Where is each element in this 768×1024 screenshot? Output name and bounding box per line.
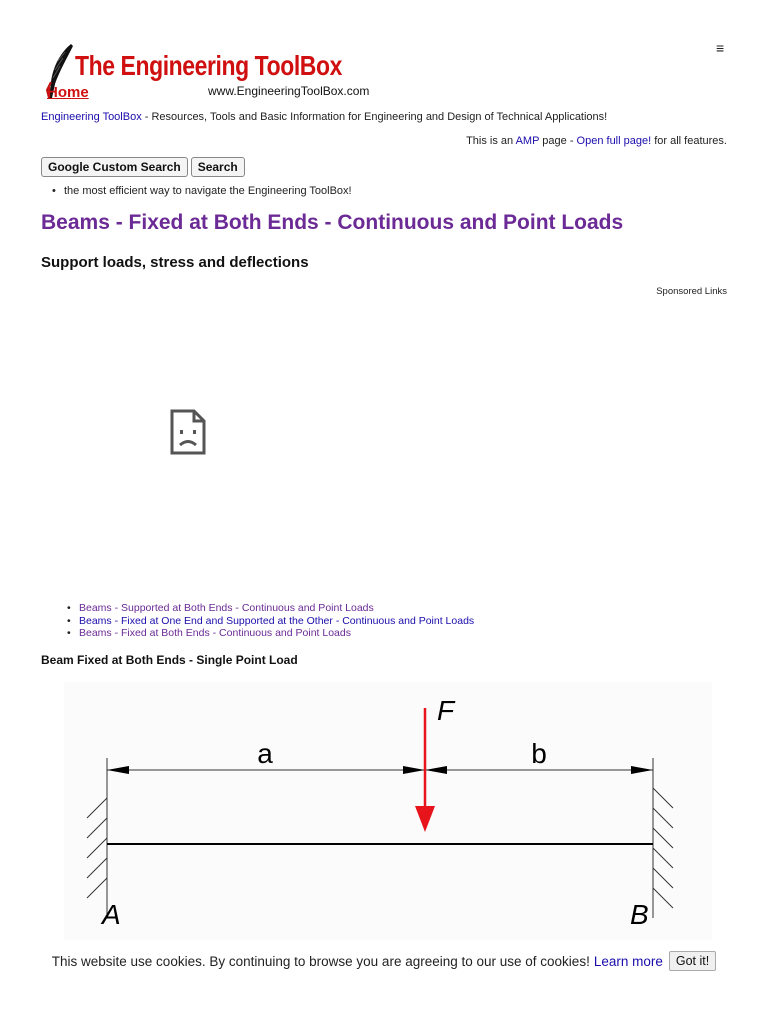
dimension-b-label: b [531,738,547,769]
force-label: F [437,695,455,726]
home-link[interactable]: Home [47,84,89,101]
menu-icon[interactable]: ≡ [716,40,725,56]
google-custom-search-button[interactable]: Google Custom Search [41,157,188,177]
dimension-a-label: a [257,738,273,769]
section-heading: Beam Fixed at Both Ends - Single Point Load [41,653,298,667]
page-title: Beams - Fixed at Both Ends - Continuous and Point Loads [41,211,624,234]
search-button[interactable]: Search [191,157,245,177]
tagline-text: - Resources, Tools and Basic Information for Engineering and Design of Technical Applications! [141,111,608,123]
right-fixed-support [653,788,673,918]
related-links [79,602,474,640]
amp-middle: page - [539,135,577,147]
cookie-banner [0,944,768,978]
related-link-supported-both-ends[interactable]: Beams - Supported at Both Ends - Continuous and Point Loads [79,602,374,614]
toolbox-link[interactable]: Engineering ToolBox [41,111,142,123]
amp-notice [466,135,727,147]
broken-image-icon [168,408,208,456]
logo-url: www.EngineeringToolBox.com [208,84,370,98]
got-it-button[interactable]: Got it! [669,951,716,971]
search-note: • the most efficient way to navigate the Engineering ToolBox! [64,185,352,197]
search-bar [41,157,245,177]
beam-diagram [64,682,712,940]
list-item [79,602,474,615]
page-subtitle: Support loads, stress and deflections [41,254,309,271]
support-a-label: A [102,899,121,930]
cookie-text: This website use cookies. By continuing to browse you are agreeing to our use of cookies! [51,953,590,969]
dimension-line [107,766,653,774]
logo-title: The Engineering ToolBox [75,50,342,81]
amp-suffix: for all features. [651,135,727,147]
amp-prefix: This is an [466,135,516,147]
sponsored-links-label: Sponsored Links [656,286,727,297]
learn-more-link[interactable]: Learn more [593,953,663,969]
related-link-fixed-one-end[interactable]: Beams - Fixed at One End and Supported at the Other - Continuous and Point Loads [79,614,475,627]
list-item [79,615,474,628]
list-item [79,627,474,640]
search-note-list [64,185,352,197]
full-page-link[interactable]: Open full page! [576,135,652,147]
amp-link[interactable]: AMP [515,135,540,147]
support-b-label: B [630,899,649,930]
site-logo[interactable] [41,42,381,104]
site-tagline [41,111,607,123]
related-link-fixed-both-ends[interactable]: Beams - Fixed at Both Ends - Continuous and Point Loads [79,627,351,639]
